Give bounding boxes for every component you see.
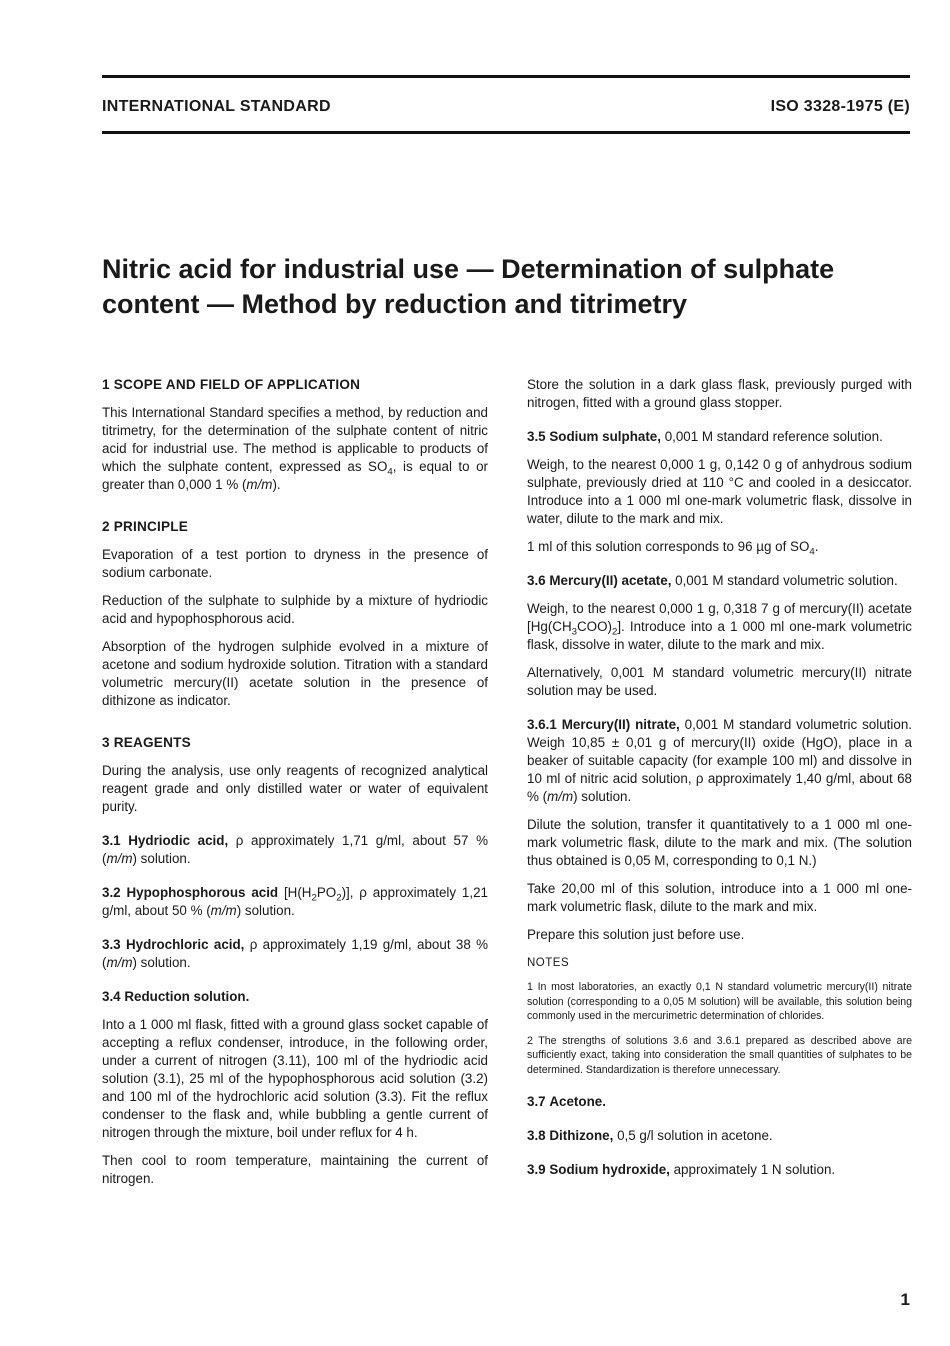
- reagent-3-6-paragraph-1: Weigh, to the nearest 0,000 1 g, 0,318 7 g of mercury(II) acetate $[Hg(CH_3COO)_2]$. Introduce into a 1 000 ml one-mark volumetric flask, dissolve in water, dilute to the mark and mix.: [527, 601, 912, 652]
- reagents-intro: During the analysis, use only reagents of recognized analytical reagent grade and only distilled water or water of equivalent purity.: [102, 763, 488, 814]
- title-line-1: Nitric acid for industrial use — Determination of sulphate: [102, 254, 835, 284]
- reagent-3-5-paragraph-1: Weigh, to the nearest 0,000 1 g, 0,142 0 g of anhydrous sodium sulphate, previously dried at 110 °C and cooled in a desiccator. Introduce into a 1 000 ml one-mark volumetric flask, dissolve in water, dilute to the mark and mix.: [527, 457, 912, 526]
- section-2-heading: 2 PRINCIPLE: [102, 519, 189, 534]
- left-column: [102, 376, 488, 1198]
- reagent-3-4-paragraph-1: Into a 1 000 ml flask, fitted with a ground glass socket capable of accepting a reflux condenser, introduce, in the following order, under a current of nitrogen (3.11), 100 ml of the hydriodic acid solution (3.1), 25 ml of the hypophosphorous acid solution (3.2) and 100 ml of the hydrochloric acid solution (3.3). Fit the reflux condenser to the flask and, while bubbling a gentle current of nitrogen through the mixture, boil under reflux for 4 h.: [102, 1017, 488, 1140]
- title-line-2: content — Method by reduction and titrimetry: [102, 289, 688, 319]
- reagent-3-6-1: 3.6.1 Mercury(II) nitrate, 0,001 M standard volumetric solution. Weigh 10,85 ± 0,01 g of mercury(II) oxide (HgO), place in a beaker of suitable capacity (for example 100 ml) and dissolve in 10 ml of nitric acid solution, ρ approximately 1,40 g/ml, about 68 % (m/m) solution.: [527, 717, 912, 804]
- reagent-3-6-paragraph-2: Alternatively, 0,001 M standard volumetric mercury(II) nitrate solution may be used.: [527, 665, 912, 698]
- reagent-3-6: 3.6 Mercury(II) acetate, 0,001 M standard volumetric solution.: [527, 573, 898, 588]
- reagent-3-8: 3.8 Dithizone, 0,5 g/l solution in acetone.: [527, 1128, 773, 1143]
- header-standard-label: INTERNATIONAL STANDARD: [102, 98, 331, 115]
- reagent-3-9: 3.9 Sodium hydroxide, approximately 1 N solution.: [527, 1162, 836, 1177]
- reagent-3-4-heading: 3.4 Reduction solution.: [102, 989, 250, 1004]
- reagent-3-4-paragraph-3: Store the solution in a dark glass flask, previously purged with nitrogen, fitted with a ground glass stopper.: [527, 377, 912, 410]
- principle-paragraph-3: Absorption of the hydrogen sulphide evolved in a mixture of acetone and sodium hydroxide solution. Titration with a standard volumetric mercury(II) acetate solution in the presence of dithizone as indicator.: [102, 639, 488, 708]
- reagent-3-6-1-paragraph-4: Prepare this solution just before use.: [527, 927, 745, 942]
- reagent-3-1: 3.1 Hydriodic acid, ρ approximately 1,71 g/ml, about 57 % (m/m) solution.: [102, 833, 488, 866]
- reagent-3-5: 3.5 Sodium sulphate, 0,001 M standard reference solution.: [527, 429, 883, 444]
- reagent-3-2: 3.2 Hypophosphorous acid $[H(H_2PO_2)]$, ρ approximately 1,21 g/ml, about 50 % (m/m) solution.: [102, 885, 488, 918]
- section-1-body: This International Standard specifies a method, by reduction and titrimetry, for the determination of the sulphate content of nitric acid for industrial use. The method is applicable to products of which the sulphate content, expressed as $SO_4$, is equal to or greater than 0,000 1 % (m/m).: [102, 405, 488, 492]
- reagent-3-3: 3.3 Hydrochloric acid, ρ approximately 1,19 g/ml, about 38 % (m/m) solution.: [102, 937, 488, 970]
- note-1: 1 In most laboratories, an exactly 0,1 N standard volumetric mercury(II) nitrate solution (corresponding to a 0,05 M solution) will be available, this solution being commonly used in the mercurimetric determination of chlorides.: [527, 981, 912, 1022]
- header-bottom-rule: [102, 131, 910, 134]
- reagent-3-4-paragraph-2: Then cool to room temperature, maintaining the current of nitrogen.: [102, 1153, 488, 1186]
- principle-paragraph-1: Evaporation of a test portion to dryness in the presence of sodium carbonate.: [102, 547, 488, 580]
- section-1-heading: 1 SCOPE AND FIELD OF APPLICATION: [102, 377, 361, 392]
- reagent-3-6-1-paragraph-2: Dilute the solution, transfer it quantitatively to a 1 000 ml one-mark volumetric flask, dilute to the mark and mix. (The solution thus obtained is 0,05 M, corresponding to 0,1 N.): [527, 817, 912, 868]
- header-standard-number: ISO 3328-1975 (E): [770, 98, 910, 115]
- note-2: 2 The strengths of solutions 3.6 and 3.6.1 prepared as described above are sufficiently exact, taking into consideration the small quantities of sulphates to be determined. Standardization is therefore unnecessary.: [527, 1034, 912, 1076]
- principle-paragraph-2: Reduction of the sulphate to sulphide by a mixture of hydriodic acid and hypophosphorous acid.: [102, 593, 488, 626]
- document-title: [102, 252, 902, 322]
- page-number: 1: [900, 1290, 910, 1309]
- reagent-3-6-1-paragraph-3: Take 20,00 ml of this solution, introduce into a 1 000 ml one-mark volumetric flask, dilute to the mark and mix.: [527, 881, 912, 914]
- header-top-rule: [102, 75, 910, 78]
- right-column: [527, 376, 912, 1189]
- reagent-3-7: 3.7 Acetone.: [527, 1094, 606, 1109]
- notes-heading: NOTES: [527, 957, 570, 969]
- section-3-heading: 3 REAGENTS: [102, 735, 191, 750]
- reagent-3-5-paragraph-2: 1 ml of this solution corresponds to 96 µg of $SO_4$.: [527, 539, 819, 558]
